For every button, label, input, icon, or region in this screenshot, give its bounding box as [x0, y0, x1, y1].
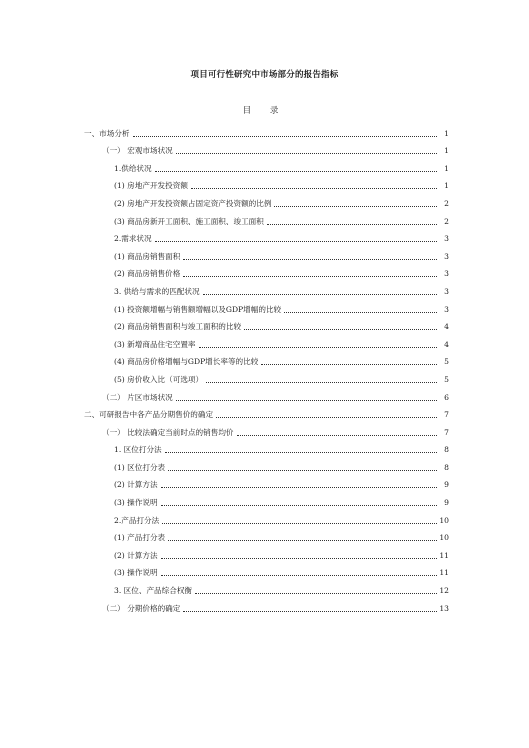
- toc-dot-leader: [133, 136, 437, 137]
- toc-page-number: 4: [444, 322, 449, 332]
- toc-entry-text: 1.供给状况: [114, 163, 152, 173]
- toc-entry-text: 3. 供给与需求的匹配状况: [114, 286, 200, 296]
- toc-entry[interactable]: [84, 403, 449, 421]
- toc-heading: 目 录: [242, 106, 287, 116]
- toc-page-number: 4: [444, 339, 449, 349]
- toc-dot-leader: [261, 364, 437, 365]
- toc-entry-text: (3) 操作说明: [114, 568, 158, 578]
- toc-dot-leader: [244, 329, 437, 330]
- toc-entry[interactable]: [84, 490, 449, 508]
- toc-dot-leader: [195, 593, 437, 594]
- toc-dot-leader: [155, 241, 437, 242]
- toc-page-number: 5: [444, 357, 449, 367]
- toc-dot-leader: [165, 452, 437, 453]
- toc-entry[interactable]: [84, 315, 449, 333]
- toc-dot-leader: [183, 276, 437, 277]
- toc-entry-text: 2.产品打分法: [114, 515, 160, 525]
- toc-dot-leader: [191, 188, 437, 189]
- toc-entry-text: 二、可研报告中各产品分期售价的确定: [84, 410, 214, 420]
- toc-entry[interactable]: [84, 438, 449, 456]
- toc-entry[interactable]: [84, 420, 449, 438]
- toc-page-number: 5: [444, 374, 449, 384]
- toc-page-number: 2: [444, 216, 449, 226]
- toc-entry-text: （一） 宏观市场状况: [102, 146, 173, 156]
- toc-entry-text: （二） 片区市场状况: [102, 392, 173, 402]
- toc-entry-text: (3) 商品房新开工面积、施工面积、竣工面积: [114, 216, 264, 226]
- toc-entry-text: (3) 新增商品住宅空置率: [114, 339, 196, 349]
- toc-entry-text: 一、市场分析: [84, 128, 130, 138]
- toc-entry-text: (1) 区位打分表: [114, 462, 166, 472]
- toc-entry-text: (5) 房价收入比（可选项）: [114, 374, 204, 384]
- toc-entry[interactable]: [84, 279, 449, 297]
- toc-page-number: 9: [444, 480, 449, 490]
- toc-dot-leader: [168, 540, 437, 541]
- toc-page-number: 3: [444, 304, 449, 314]
- toc-page-number: 8: [444, 462, 449, 472]
- toc-page-number: 1: [444, 163, 449, 173]
- toc-entry[interactable]: [84, 121, 449, 139]
- toc-dot-leader: [183, 259, 437, 260]
- toc-entry[interactable]: [84, 297, 449, 315]
- toc-dot-leader: [206, 382, 437, 383]
- toc-entry[interactable]: [84, 332, 449, 350]
- toc-entry[interactable]: [84, 174, 449, 192]
- toc-entry-text: （二） 分期价格的确定: [102, 603, 181, 613]
- toc-entry[interactable]: [84, 262, 449, 280]
- toc-dot-leader: [203, 294, 437, 295]
- toc-page-number: 1: [444, 146, 449, 156]
- toc-entry-text: (4) 商品房价格增幅与GDP增长率等的比较: [114, 357, 259, 367]
- toc-page-number: 1: [444, 181, 449, 191]
- toc-page-number: 8: [444, 445, 449, 455]
- toc-entry[interactable]: [84, 191, 449, 209]
- toc-entry[interactable]: [84, 578, 449, 596]
- toc-entry[interactable]: [84, 350, 449, 368]
- toc-page-number: 2: [444, 198, 449, 208]
- toc-dot-leader: [274, 206, 437, 207]
- toc-entry-text: 2.需求状况: [114, 234, 152, 244]
- toc-page-number: 9: [444, 498, 449, 508]
- toc-entry-text: （一） 比较法确定当前时点的销售均价: [102, 427, 234, 437]
- toc-entry[interactable]: [84, 244, 449, 262]
- toc-dot-leader: [267, 224, 437, 225]
- toc-dot-leader: [162, 523, 437, 524]
- toc-page-number: 12: [439, 586, 449, 596]
- toc-entry-text: (2) 房地产开发投资额占固定资产投资额的比例: [114, 198, 272, 208]
- toc-dot-leader: [216, 417, 437, 418]
- toc-entry[interactable]: [84, 473, 449, 491]
- toc-dot-leader: [161, 575, 437, 576]
- toc-page-number: 11: [439, 568, 449, 578]
- toc-dot-leader: [183, 611, 437, 612]
- document-title: 项目可行性研究中市场部分的报告指标: [190, 70, 339, 80]
- toc-entry-text: (1) 产品打分表: [114, 533, 166, 543]
- toc-entry-text: (1) 商品房销售面积: [114, 251, 181, 261]
- table-of-contents: [84, 121, 449, 614]
- toc-entry[interactable]: [84, 139, 449, 157]
- toc-page-number: 10: [439, 515, 449, 525]
- toc-page-number: 1: [444, 128, 449, 138]
- toc-entry[interactable]: [84, 543, 449, 561]
- toc-entry-text: 1. 区位打分法: [114, 445, 162, 455]
- toc-dot-leader: [176, 153, 437, 154]
- toc-entry[interactable]: [84, 596, 449, 614]
- toc-entry[interactable]: [84, 455, 449, 473]
- toc-entry[interactable]: [84, 526, 449, 544]
- toc-page-number: 6: [444, 392, 449, 402]
- toc-page-number: 3: [444, 286, 449, 296]
- toc-entry-text: (2) 商品房销售面积与竣工面积的比较: [114, 322, 242, 332]
- toc-entry-text: (3) 操作说明: [114, 498, 158, 508]
- toc-page-number: 3: [444, 251, 449, 261]
- toc-entry-text: 3. 区位、产品综合权衡: [114, 586, 193, 596]
- toc-entry[interactable]: [84, 209, 449, 227]
- toc-dot-leader: [161, 487, 437, 488]
- toc-entry-text: (2) 计算方法: [114, 480, 158, 490]
- toc-dot-leader: [176, 400, 437, 401]
- toc-entry-text: (1) 房地产开发投资额: [114, 181, 188, 191]
- toc-page-number: 3: [444, 234, 449, 244]
- toc-entry[interactable]: [84, 508, 449, 526]
- toc-page-number: 7: [444, 410, 449, 420]
- toc-page-number: 13: [439, 603, 449, 613]
- toc-page-number: 7: [444, 427, 449, 437]
- toc-entry[interactable]: [84, 367, 449, 385]
- toc-dot-leader: [168, 470, 437, 471]
- toc-dot-leader: [237, 435, 437, 436]
- toc-page-number: 10: [439, 533, 449, 543]
- toc-entry-text: (1) 投资额增幅与销售额增幅以及GDP增幅的比较: [114, 304, 282, 314]
- toc-entry[interactable]: [84, 561, 449, 579]
- toc-dot-leader: [161, 505, 437, 506]
- toc-entry-text: (2) 计算方法: [114, 550, 158, 560]
- toc-entry[interactable]: [84, 156, 449, 174]
- toc-dot-leader: [161, 558, 437, 559]
- toc-entry[interactable]: [84, 385, 449, 403]
- toc-entry[interactable]: [84, 227, 449, 245]
- toc-dot-leader: [155, 171, 437, 172]
- toc-page-number: 3: [444, 269, 449, 279]
- toc-entry-text: (2) 商品房销售价格: [114, 269, 181, 279]
- toc-dot-leader: [284, 312, 437, 313]
- toc-dot-leader: [199, 347, 437, 348]
- toc-page-number: 11: [439, 550, 449, 560]
